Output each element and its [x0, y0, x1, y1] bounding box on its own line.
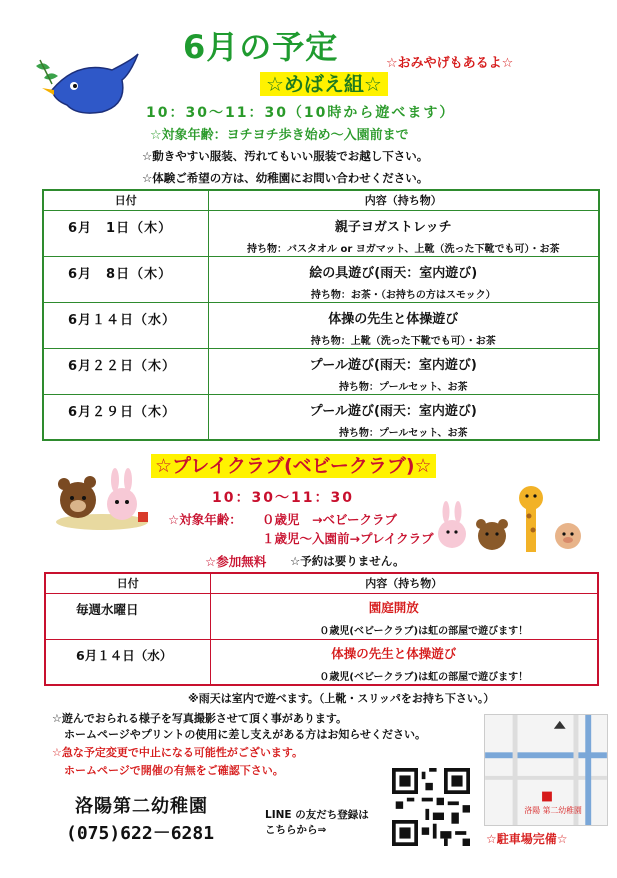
change-note-detail: ホームページで開催の有無をご確認下さい。: [64, 764, 284, 777]
playclub-schedule-table: [44, 572, 599, 686]
items: 持ち物：バスタオル or ヨガマット、上靴（洗った下靴でも可）・お茶: [247, 243, 560, 255]
activity: 親子ヨガストレッチ: [334, 219, 452, 235]
parking-note: ☆駐車場完備☆: [486, 832, 568, 846]
table-row: [45, 593, 598, 639]
row-content: [208, 302, 599, 348]
line-register-arrow-text: こちらから⇒: [265, 824, 327, 836]
mebae-schedule-table: [42, 189, 600, 441]
playclub-free: ☆参加無料: [205, 554, 267, 569]
page-title: 6月の予定: [183, 28, 339, 66]
rain-note: ※雨天は室内で遊べます。（上靴・スリッパをお持ち下さい。）: [188, 692, 495, 705]
bluebird-illustration: [32, 50, 142, 130]
row-date: 6月１４日（水）: [43, 302, 208, 348]
row-date: 6月 8日（木）: [43, 256, 208, 302]
header-content: 内容（持ち物）: [210, 573, 598, 593]
items: 持ち物：お茶・（お持ちの方はスモック）: [310, 289, 496, 301]
table-row: [43, 302, 599, 348]
playclub-age-play: １歳児～入園前→プレイクラブ: [262, 531, 434, 546]
mebae-time: 10：30～11：30（10時から遊べます）: [146, 105, 456, 121]
playclub-title: ☆プレイクラブ(ベビークラブ)☆: [151, 454, 436, 478]
playclub-no-reservation: ☆予約は要りません。: [290, 554, 405, 568]
header-date: 日付: [43, 190, 208, 210]
items: 持ち物：プールセット、お茶: [338, 427, 468, 439]
photo-note: ☆遊んでおられる様子を写真撮影させて頂く事があります。: [52, 712, 347, 725]
activity: 体操の先生と体操遊び: [328, 311, 459, 327]
items: 持ち物：上靴（洗った下靴でも可）・お茶: [310, 335, 496, 347]
map-school-label: 洛陽 第二幼稚園: [524, 806, 582, 816]
change-note: ☆急な予定変更で中止になる可能性がございます。: [52, 746, 303, 759]
row-content: [208, 348, 599, 394]
playclub-time: 10：30～11：30: [212, 490, 354, 506]
school-location-map: [484, 714, 608, 826]
row-content: [208, 210, 599, 256]
mebae-note-clothing: ☆動きやすい服装、汚れてもいい服装でお越し下さい。: [142, 149, 429, 163]
table-row: [43, 348, 599, 394]
line-register-text: LINE の友だち登録は: [265, 809, 369, 821]
phone-number: (075)622－6281: [66, 823, 215, 844]
row-content: [210, 593, 598, 639]
row-date: 6月２９日（木）: [43, 394, 208, 440]
row-date: 毎週水曜日: [45, 593, 210, 639]
table-header-row: [45, 573, 598, 593]
table-row: [43, 256, 599, 302]
playclub-age-baby: ０歳児 →ベビークラブ: [262, 512, 397, 527]
mebae-age: ☆対象年齢：ヨチヨチ歩き始め～入園前まで: [150, 128, 409, 143]
playclub-age-label: ☆対象年齢：: [168, 512, 242, 527]
row-date: 6月 1日（木）: [43, 210, 208, 256]
row-date: 6月２２日（木）: [43, 348, 208, 394]
activity: 絵の具遊び(雨天：室内遊び): [309, 265, 478, 281]
bear-rabbit-sandbox-illustration: [52, 468, 152, 530]
row-content: [208, 394, 599, 440]
school-name: 洛陽第二幼稚園: [75, 796, 208, 817]
photo-note-detail: ホームページやプリントの使用に差し支えがある方はお知らせください。: [64, 728, 427, 741]
header-content: 内容（持ち物）: [208, 190, 599, 210]
activity: 体操の先生と体操遊び: [331, 645, 457, 661]
mebae-class-title: ☆めばえ組☆: [260, 72, 388, 96]
row-content: [208, 256, 599, 302]
table-header-row: [43, 190, 599, 210]
row-content: [210, 639, 598, 685]
note: ０歳児(ベビークラブ)は虹の部屋で遊びます！: [319, 671, 529, 683]
items: 持ち物：プールセット、お茶: [338, 381, 468, 393]
table-row: [45, 639, 598, 685]
activity: プール遊び(雨天：室内遊び): [309, 357, 477, 373]
activity: プール遊び(雨天：室内遊び): [309, 403, 477, 419]
row-date: 6月１４日（水）: [45, 639, 210, 685]
animal-friends-illustration: [430, 478, 590, 560]
table-row: [43, 210, 599, 256]
souvenir-note: ☆おみやげもあるよ☆: [386, 56, 514, 71]
table-row: [43, 394, 599, 440]
header-date: 日付: [45, 573, 210, 593]
mebae-note-contact: ☆体験ご希望の方は、幼稚園にお問い合わせください。: [142, 171, 429, 185]
line-qr-code[interactable]: [392, 768, 470, 846]
note: ０歳児(ベビークラブ)は虹の部屋で遊びます！: [319, 625, 529, 637]
activity: 園庭開放: [368, 599, 419, 615]
